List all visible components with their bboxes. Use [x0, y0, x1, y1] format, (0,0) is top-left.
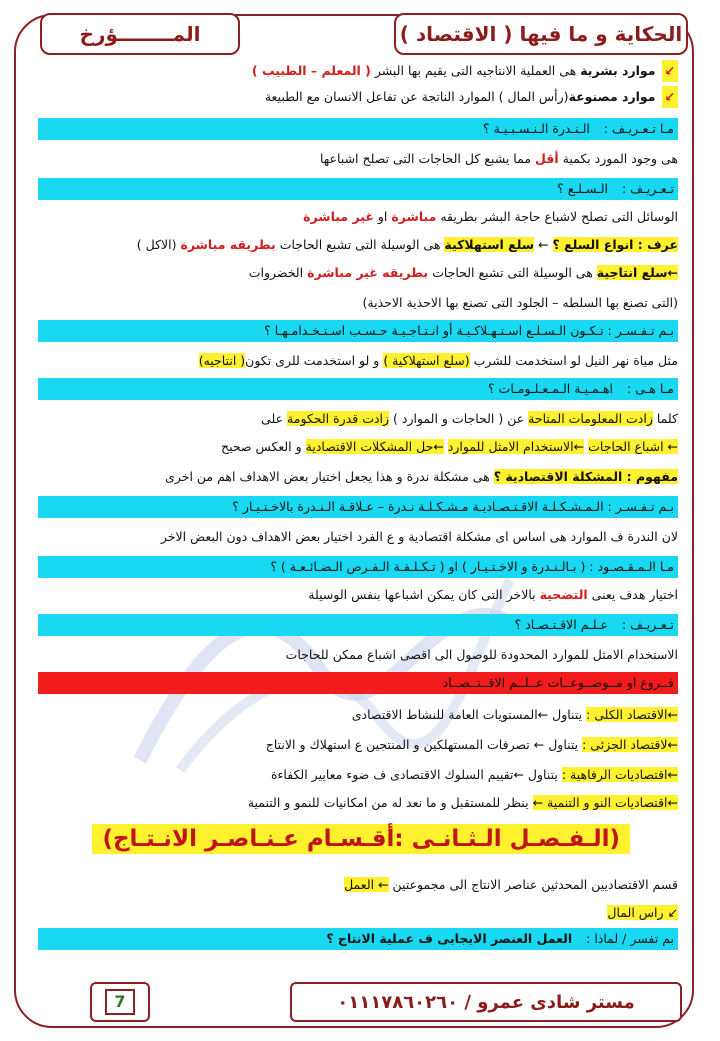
- text-segment: (رأس المال ) الموارد الناتجة عن تفاعل الانسان مع الطبيعة: [264, 89, 569, 104]
- text-segment: أقل: [535, 151, 559, 166]
- text-segment: العمل العنصر الايجابى ف عملية الانتاج ؟: [326, 931, 573, 946]
- text-segment: زادت قدرة الحكومة: [287, 411, 390, 426]
- highlighted-question-bar: [38, 672, 678, 694]
- text-line: [165, 466, 678, 488]
- checkmark-arrow-icon: ↙: [662, 60, 678, 82]
- text-segment: مـا الـمـقـصـود : ( بـالـنـدرة و الاخـتـيـار ) او ( تـكـلـفـة الـفـرص الـضـائـعـة ) ؟: [270, 559, 674, 574]
- text-segment: موارد مصنوعة: [568, 89, 656, 104]
- text-segment: هى الوسيلة التى تشبع الحاجات: [275, 237, 445, 252]
- page-number: 7: [105, 989, 135, 1015]
- text-line: [38, 320, 678, 342]
- text-segment: ←سلع انتاجية: [596, 265, 678, 280]
- text-segment: ينظر للمستقبل و ما نعد له من امكانيات للنمو و التنمية: [247, 795, 533, 810]
- text-segment: فــروع او مــوضــوعــات عــلــم الاقــتــصــاد: [442, 675, 674, 690]
- text-line: [303, 206, 678, 228]
- text-segment: اهـمـيـة الـمـعـلـومـات ؟: [487, 381, 613, 396]
- text-line: [252, 60, 678, 82]
- text-line: [344, 874, 678, 896]
- text-line: [286, 644, 678, 666]
- text-segment: هى مشكلة ندرة و هذا يجعل اختيار بعض الاهداف اهم من اخرى: [165, 469, 494, 484]
- text-line: [221, 436, 678, 458]
- text-line: [38, 556, 678, 578]
- highlighted-question-bar: [38, 614, 678, 636]
- text-line: [38, 928, 678, 950]
- text-segment: لان الندرة ف الموارد هى اساس اى مشكلة اقتصادية و ع الفرد اختيار بعض الاهداف دون البعض الاخر: [160, 529, 678, 544]
- text-segment: بطريقه غير مباشرة: [307, 265, 429, 280]
- text-segment: يتناول ←تقييم السلوك الاقتصادى ف ضوء معايير الكفاءة: [270, 767, 562, 782]
- text-segment: بـم تـفـسـر : تـكـون الـسـلـع اسـتـهـلاكـيـة أو انـتـاجـيـة حـسـب اسـتـخـدامـهـا ؟: [264, 323, 674, 338]
- text-line: [363, 292, 678, 314]
- highlighted-question-bar: [38, 178, 678, 200]
- text-segment: سلع استهلاكية: [444, 237, 535, 252]
- text-segment: بطريقه مباشرة: [180, 237, 276, 252]
- text-segment: كلما: [652, 411, 678, 426]
- text-line: [352, 704, 678, 726]
- text-segment: بم تفسر / لماذا :: [586, 931, 674, 946]
- text-segment: ←الاستخدام الامثل للموارد: [447, 439, 585, 454]
- text-line: [38, 614, 678, 636]
- text-segment: ( المعلم – الطبيب ): [251, 63, 371, 78]
- text-segment: تـعـريـف :: [622, 181, 674, 196]
- text-segment: زادت المعلومات المتاحة: [528, 411, 653, 426]
- text-line: [199, 350, 678, 372]
- text-segment: موارد بشرية: [580, 63, 656, 78]
- text-line: [308, 584, 678, 606]
- text-line: [320, 148, 678, 170]
- text-segment: هى العملية الانتاجيه التى يقيم بها البشر: [370, 63, 581, 78]
- text-line: [265, 86, 678, 108]
- text-segment: يتناول ← تصرفات المستهلكين و المنتجين ع استهلاك و الانتاج: [265, 737, 583, 752]
- text-segment: ( انتاجيه): [198, 353, 246, 368]
- text-segment: قسم الاقتصاديين المحدثين عناصر الانتاج الى مجموعتين: [388, 877, 678, 892]
- text-line: [38, 672, 678, 694]
- text-line: [38, 178, 678, 200]
- text-line: [137, 234, 678, 256]
- text-line: [248, 792, 678, 814]
- page-number-box: [90, 982, 150, 1022]
- text-segment: الـسـلـع ؟: [557, 181, 608, 196]
- text-line: [161, 526, 678, 548]
- text-line: [38, 378, 678, 400]
- text-segment: تـعـريـف :: [622, 617, 674, 632]
- text-segment: عن ( الحاجات و الموارد ): [389, 411, 529, 426]
- text-segment: مباشرة: [391, 209, 437, 224]
- text-segment: عـلـم الاقـتـصـاد ؟: [514, 617, 608, 632]
- text-segment: عرف : انواع السلع ؟: [552, 237, 678, 252]
- highlighted-question-bar: [38, 378, 678, 400]
- text-segment: ← العمل: [344, 877, 389, 892]
- text-segment: بـم تـفـسـر : الـمـشـكـلـة الاقـتـصـاديـة مـشـكـلـة نـدرة – عـلاقـة الـنـدرة بالاخـتـيـار ؟: [232, 499, 674, 514]
- text-segment: ←: [534, 237, 553, 252]
- text-segment: بالاخر التى كان يمكن اشباعها بنفس الوسيلة: [308, 587, 540, 602]
- text-line: [38, 118, 678, 140]
- author-footer: [290, 982, 682, 1022]
- text-segment: الاستخدام الامثل للموارد المحدودة للوصول الى اقصى اشباع ممكن للحاجات: [285, 647, 678, 662]
- text-segment: (سلع استهلاكية ): [383, 353, 470, 368]
- text-segment: (الاكل ): [136, 237, 181, 252]
- text-line: [266, 734, 678, 756]
- text-segment: التضحية: [539, 587, 588, 602]
- text-segment: ↙ راس المال: [607, 905, 678, 920]
- text-line: [38, 496, 678, 518]
- text-segment: الـنـدرة الـنـسـبـيـة ؟: [482, 121, 590, 136]
- highlighted-question-bar: [38, 496, 678, 518]
- text-segment: ←حل المشكلات الاقتصادية: [305, 439, 444, 454]
- text-segment: و لو استخدمت للرى تكون: [245, 353, 384, 368]
- checkmark-arrow-icon: ↙: [662, 86, 678, 108]
- text-segment: ← اشباع الحاجات: [588, 439, 678, 454]
- text-segment: هى وجود المورد بكمية: [558, 151, 678, 166]
- text-segment: على: [261, 411, 288, 426]
- text-line: [261, 408, 678, 430]
- text-segment: ←اقتصاديات النو و التنمية ←: [532, 795, 678, 810]
- text-segment: يتناول ←المستويات العامة للنشاط الاقتصادى: [351, 707, 587, 722]
- text-segment: ←لاقتصاد الجزئى :: [582, 737, 678, 752]
- text-line: [249, 262, 678, 284]
- text-segment: و العكس صحيح: [221, 439, 306, 454]
- text-segment: مما يشبع كل الحاجات التى تصلح اشباعها: [319, 151, 536, 166]
- text-segment: هى الوسيلة التى تشبع الحاجات: [428, 265, 597, 280]
- text-line: [607, 902, 678, 924]
- text-segment: مـا تـعـريـف :: [603, 121, 674, 136]
- text-segment: مـا هـى :: [627, 381, 674, 396]
- text-segment: الوسائل التى تصلح لاشباع حاجة البشر بطريقه: [436, 209, 678, 224]
- text-segment: الخضروات: [248, 265, 308, 280]
- text-line: [271, 764, 678, 786]
- text-segment: (التى تصنع بها السلطه – الجلود التى تصنع بها الاحذية الاحذية): [362, 295, 678, 310]
- text-segment: مثل مياة نهر النيل لو استخدمت للشرب: [469, 353, 678, 368]
- header-right-title: الحكاية و ما فيها ( الاقتصاد ): [394, 13, 688, 55]
- text-segment: ←الاقتصاد الكلى :: [586, 707, 678, 722]
- author-phone: مستر شادى عمرو / ٠١١١٧٨٦٠٢٦٠: [337, 991, 635, 1013]
- highlighted-question-bar: [38, 928, 678, 950]
- header-left-title: المــــــــؤرخ: [40, 13, 240, 55]
- text-segment: مفهوم : المشكلة الاقتصادية ؟: [493, 469, 678, 484]
- highlighted-question-bar: [38, 320, 678, 342]
- chapter-title: (الـفـصـل الـثـانـى :أقـسـام عـنـاصـر الانـتـاج): [92, 824, 630, 854]
- text-segment: غير مباشرة: [303, 209, 374, 224]
- text-segment: ←اقتصاديات الرفاهية :: [561, 767, 678, 782]
- highlighted-question-bar: [38, 556, 678, 578]
- text-segment: اختيار هدف يعنى: [587, 587, 678, 602]
- text-segment: او: [373, 209, 392, 224]
- highlighted-question-bar: [38, 118, 678, 140]
